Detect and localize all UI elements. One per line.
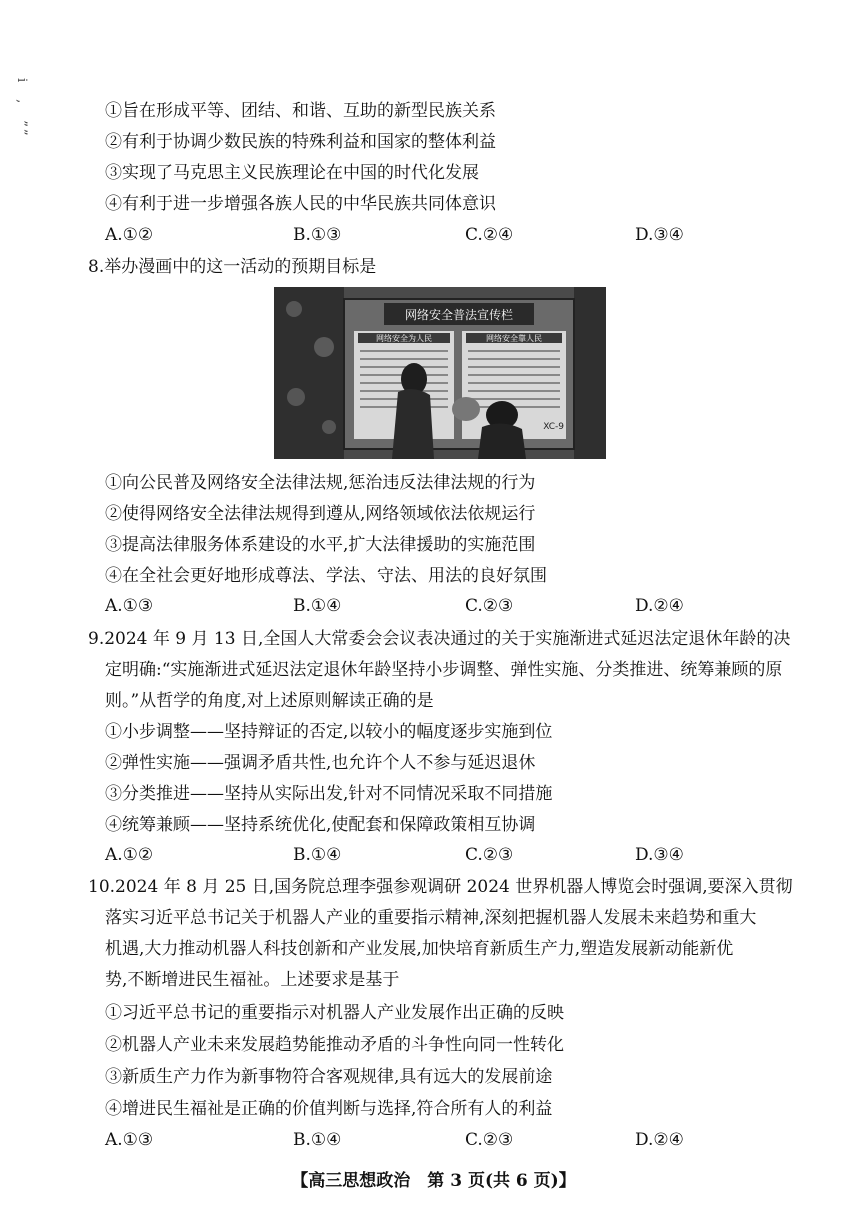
q7-option-4: ④有利于进一步增强各族人民的中华民族共同体意识 xyxy=(105,194,496,214)
q9-option-4: ④统筹兼顾——坚持系统优化,使配套和保障政策相互协调 xyxy=(105,815,536,835)
q9-stem-line-1: 9.2024 年 9 月 13 日,全国人大常委会会议表决通过的关于实施渐进式延迟法定退休年龄的决 xyxy=(88,629,791,649)
board-left-title: 网络安全为人民 xyxy=(376,334,432,343)
q8-option-4: ④在全社会更好地形成尊法、学法、守法、用法的良好氛围 xyxy=(105,566,547,586)
cartoon-illustration xyxy=(274,287,606,459)
q10-option-2: ②机器人产业未来发展趋势能推动矛盾的斗争性向同一性转化 xyxy=(105,1035,564,1055)
margin-mark: i , ”” xyxy=(14,78,29,138)
q8-stem: 8.举办漫画中的这一活动的预期目标是 xyxy=(88,257,377,277)
q7-option-2: ②有利于协调少数民族的特殊利益和国家的整体利益 xyxy=(105,132,496,152)
q7-option-1: ①旨在形成平等、团结、和谐、互助的新型民族关系 xyxy=(105,101,496,121)
q9-choice-a: A.①② xyxy=(105,845,154,865)
q7-choice-c: C.②④ xyxy=(465,225,514,245)
page-footer: 【高三思想政治 第 3 页(共 6 页)】 xyxy=(291,1171,576,1191)
q10-option-1: ①习近平总书记的重要指示对机器人产业发展作出正确的反映 xyxy=(105,1003,564,1023)
q10-choices xyxy=(105,1130,745,1152)
q9-stem-line-2: 定明确:“实施渐进式延迟法定退休年龄坚持小步调整、弹性实施、分类推进、统筹兼顾的原 xyxy=(105,660,783,680)
board-right-title: 网络安全靠人民 xyxy=(486,334,542,343)
q10-choice-a: A.①③ xyxy=(105,1130,154,1150)
q10-stem-line-4: 势,不断增进民生福祉。上述要求是基于 xyxy=(105,970,400,990)
board-title: 网络安全普法宣传栏 xyxy=(404,308,514,322)
cartoon-svg xyxy=(274,287,606,459)
q8-option-3: ③提高法律服务体系建设的水平,扩大法律援助的实施范围 xyxy=(105,535,536,555)
q10-stem-line-1: 10.2024 年 8 月 25 日,国务院总理李强参观调研 2024 世界机器人博览会时强调,要深入贯彻 xyxy=(88,877,793,897)
q8-choice-a: A.①③ xyxy=(105,596,154,616)
q9-option-1: ①小步调整——坚持辩证的否定,以较小的幅度逐步实施到位 xyxy=(105,722,553,742)
q7-choices xyxy=(105,225,745,247)
q8-choice-d: D.②④ xyxy=(635,596,684,616)
q9-choice-b: B.①④ xyxy=(293,845,342,865)
q10-stem-line-3: 机遇,大力推动机器人科技创新和产业发展,加快培育新质生产力,塑造发展新动能新优 xyxy=(105,939,734,959)
q8-choice-c: C.②③ xyxy=(465,596,514,616)
q7-choice-a: A.①② xyxy=(105,225,154,245)
q10-option-3: ③新质生产力作为新事物符合客观规律,具有远大的发展前途 xyxy=(105,1067,553,1087)
q10-choice-d: D.②④ xyxy=(635,1130,684,1150)
q9-choice-d: D.③④ xyxy=(635,845,684,865)
q7-choice-d: D.③④ xyxy=(635,225,684,245)
q9-option-2: ②弹性实施——强调矛盾共性,也允许个人不参与延迟退休 xyxy=(105,753,536,773)
q9-stem-line-3: 则。”从哲学的角度,对上述原则解读正确的是 xyxy=(105,691,434,711)
q10-option-4: ④增进民生福祉是正确的价值判断与选择,符合所有人的利益 xyxy=(105,1099,553,1119)
q10-choice-c: C.②③ xyxy=(465,1130,514,1150)
q9-choices xyxy=(105,845,745,867)
q7-option-3: ③实现了马克思主义民族理论在中国的时代化发展 xyxy=(105,163,479,183)
q8-choice-b: B.①④ xyxy=(293,596,342,616)
q8-choices xyxy=(105,596,745,618)
q10-choice-b: B.①④ xyxy=(293,1130,342,1150)
q8-option-1: ①向公民普及网络安全法律法规,惩治违反法律法规的行为 xyxy=(105,473,536,493)
q7-choice-b: B.①③ xyxy=(293,225,342,245)
q9-choice-c: C.②③ xyxy=(465,845,514,865)
q10-stem-line-2: 落实习近平总书记关于机器人产业的重要指示精神,深刻把握机器人发展未来趋势和重大 xyxy=(105,908,757,928)
q8-option-2: ②使得网络安全法律法规得到遵从,网络领域依法依规运行 xyxy=(105,504,536,524)
board-corner-mark: XC-9 xyxy=(543,422,564,432)
q9-option-3: ③分类推进——坚持从实际出发,针对不同情况采取不同措施 xyxy=(105,784,553,804)
